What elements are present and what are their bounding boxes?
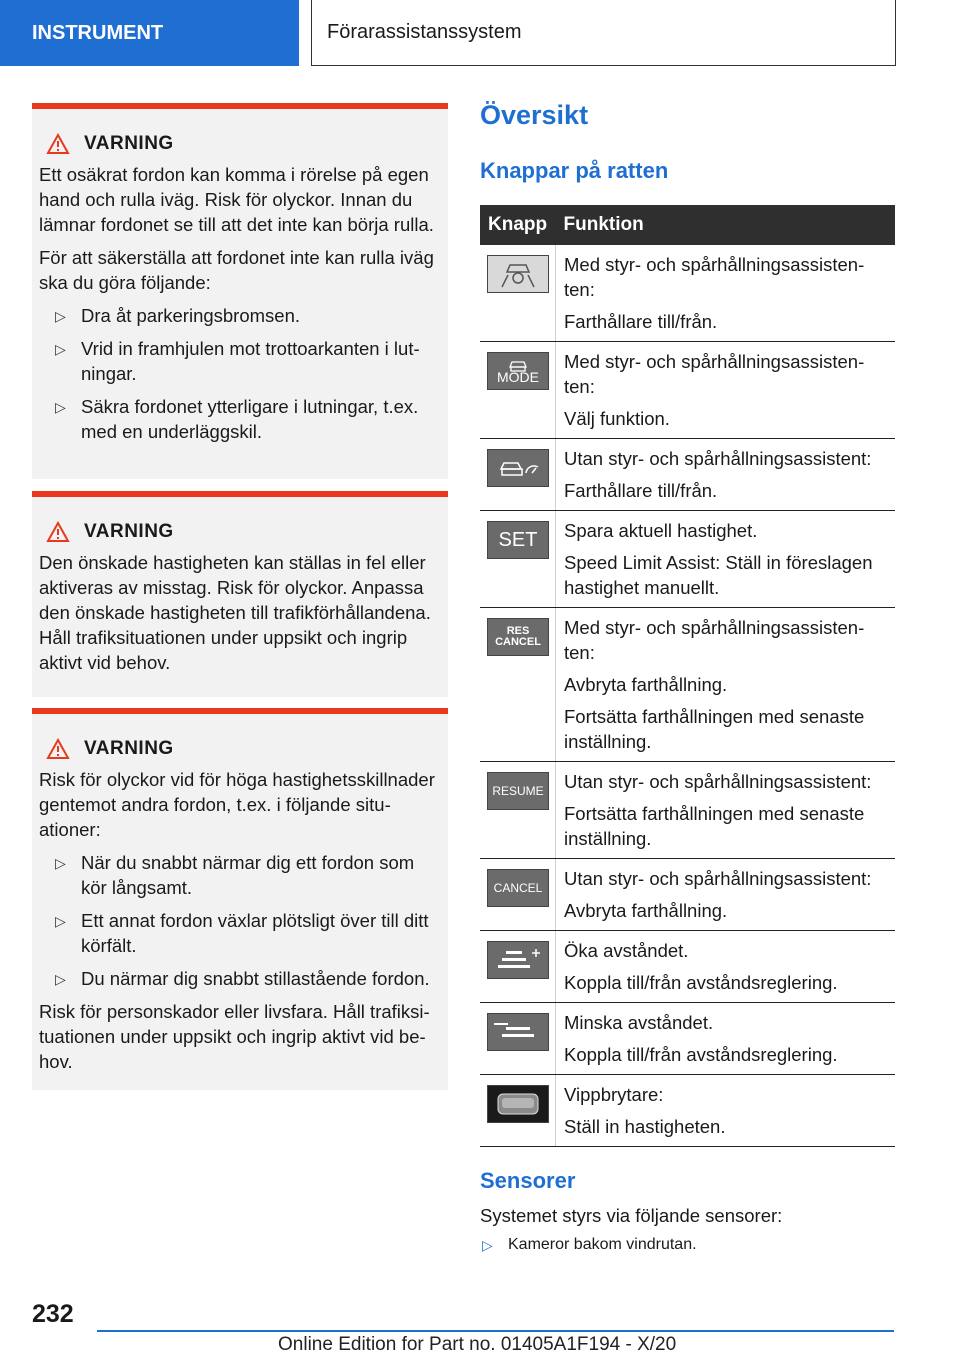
resume-button-label: RESUME (492, 783, 544, 798)
cell-text: Spara aktuell hastighet. (564, 520, 758, 541)
cell-text: Vippbrytare: (564, 1084, 664, 1105)
table-row (480, 931, 895, 1003)
column-header-function: Funktion (556, 205, 896, 245)
list-item (39, 303, 440, 328)
cell-text: Ställ in hastigheten. (564, 1116, 726, 1137)
cell-text: Fortsätta farthållningen med senaste inställning. (564, 706, 865, 752)
section-heading: Sensorer (480, 1168, 576, 1193)
warning-triangle-icon (46, 738, 70, 760)
table-row (480, 762, 895, 859)
warning-title: VARNING (84, 133, 174, 154)
warning-triangle-icon (46, 521, 70, 543)
list-item-text: När du snabbt närmar dig ett fordon som kör långsamt. (81, 852, 415, 898)
body-text: Systemet styrs via följande sensorer: (480, 1205, 783, 1226)
warning-text: Risk för personskador eller livsfara. Håll trafiksituationen under uppsikt och ingrip aktivt vid behov. (39, 1001, 430, 1072)
cruise-control-icon (487, 449, 549, 487)
list-item-text: Dra åt parkeringsbromsen. (81, 305, 301, 326)
list-item (480, 1236, 895, 1254)
mode-button-icon (487, 352, 549, 390)
cell-text: Öka avståndet. (564, 940, 689, 961)
section-tab (0, 0, 299, 66)
cell-text: Minska avståndet. (564, 1012, 714, 1033)
cell-text: Avbryta farthållning. (564, 674, 728, 695)
list-item-text: Kameror bakom vindrutan. (508, 1236, 697, 1253)
cell-text: Fortsätta farthållningen med senaste inställning. (564, 803, 865, 849)
set-button-icon (487, 521, 549, 559)
cell-text: Koppla till/från avståndsreglering. (564, 972, 838, 993)
bullet-triangle-icon: ▷ (55, 341, 66, 357)
cancel-button-icon (487, 869, 549, 907)
cell-text: Speed Limit Assist: Ställ in föreslagen hastighet manuellt. (564, 552, 873, 598)
res-cancel-button-icon (487, 618, 549, 656)
cancel-label: CANCEL (495, 636, 541, 648)
table-row (480, 608, 895, 762)
bullet-triangle-icon: ▷ (55, 971, 66, 987)
button-function-table (480, 205, 895, 1147)
table-row (480, 1003, 895, 1075)
edition-note: Online Edition for Part no. 01405A1F194 - X/20 (278, 1334, 677, 1355)
list-item (39, 336, 440, 386)
warning-list (39, 850, 440, 991)
set-button-label: SET (498, 528, 538, 551)
cancel-button-label: CANCEL (493, 880, 543, 895)
list-item (39, 850, 440, 900)
list-item-text: Du närmar dig snabbt stillastående fordon. (81, 968, 430, 989)
table-row (480, 1075, 895, 1147)
warning-text: Ett osäkrat fordon kan komma i rörelse på egen hand och rulla iväg. Risk för olyckor. Innan du lämnar fordonet se till att det inte kan börja rulla. (39, 164, 434, 235)
list-item-text: Vrid in framhjulen mot trottoarkanten i lutningar. (81, 338, 420, 384)
page-number: 232 (32, 1300, 74, 1328)
cell-text: Farthållare till/från. (564, 311, 718, 332)
res-label: RES (506, 625, 530, 637)
cell-text: Med styr- och spårhållningsassistenten: (564, 351, 865, 397)
cell-text: Utan styr- och spårhållningsassistent: (564, 868, 872, 889)
bullet-triangle-icon: ▷ (55, 855, 66, 871)
warning-box (32, 491, 448, 697)
resume-button-icon (487, 772, 549, 810)
bullet-triangle-icon: ▷ (482, 1237, 493, 1253)
list-item-text: Säkra fordonet ytterligare i lutningar, t.ex. med en underläggskil. (81, 396, 419, 442)
distance-decrease-icon (487, 1013, 549, 1051)
warning-list (39, 303, 440, 444)
table-row (480, 342, 895, 439)
chapter-title: Förarassistanssystem (327, 21, 522, 43)
chapter-header (311, 0, 896, 66)
rocker-switch-icon (487, 1085, 549, 1123)
page-heading: Översikt (480, 100, 589, 130)
warning-title: VARNING (84, 521, 174, 542)
section-title: INSTRUMENT (32, 21, 164, 44)
steering-assist-icon (487, 255, 549, 293)
distance-increase-icon (487, 941, 549, 979)
warning-box (32, 103, 448, 479)
column-header-button: Knapp (480, 205, 556, 245)
cell-text: Utan styr- och spårhållningsassistent: (564, 448, 872, 469)
mode-button-label: MODE (497, 368, 539, 385)
cell-text: Farthållare till/från. (564, 480, 718, 501)
cell-text: Med styr- och spårhållningsassistenten: (564, 254, 865, 300)
table-row (480, 245, 895, 342)
warning-text: För att säkerställa att fordonet inte kan rulla iväg ska du göra följande: (39, 247, 434, 293)
cell-text: Välj funktion. (564, 408, 670, 429)
bullet-triangle-icon: ▷ (55, 308, 66, 324)
warning-text: Risk för olyckor vid för höga hastighetsskillnader gentemot andra fordon, t.ex. i följande situationer: (39, 769, 435, 840)
footer-divider (97, 1330, 894, 1332)
cell-text: Avbryta farthållning. (564, 900, 728, 921)
table-row (480, 439, 895, 511)
warning-title: VARNING (84, 738, 174, 759)
table-header-row (480, 205, 895, 245)
cell-text: Koppla till/från avståndsreglering. (564, 1044, 838, 1065)
section-heading: Knappar på ratten (480, 158, 669, 183)
warning-text: Den önskade hastigheten kan ställas in fel eller aktiveras av misstag. Risk för olyckor. Anpassa den önskade hastigheten till trafikförhållandena. Håll trafiksituationen under uppsikt och ingrip aktivt vid behov. (39, 552, 431, 673)
cell-text: Med styr- och spårhållningsassistenten: (564, 617, 865, 663)
table-row (480, 859, 895, 931)
table-row (480, 511, 895, 608)
list-item-text: Ett annat fordon växlar plötsligt över till ditt körfält. (81, 910, 429, 956)
sensor-list (480, 1236, 895, 1262)
cell-text: Utan styr- och spårhållningsassistent: (564, 771, 872, 792)
list-item (39, 966, 440, 991)
bullet-triangle-icon: ▷ (55, 399, 66, 415)
warning-triangle-icon (46, 133, 70, 155)
bullet-triangle-icon: ▷ (55, 913, 66, 929)
warning-box (32, 708, 448, 1090)
list-item (39, 908, 440, 958)
list-item (39, 394, 440, 444)
